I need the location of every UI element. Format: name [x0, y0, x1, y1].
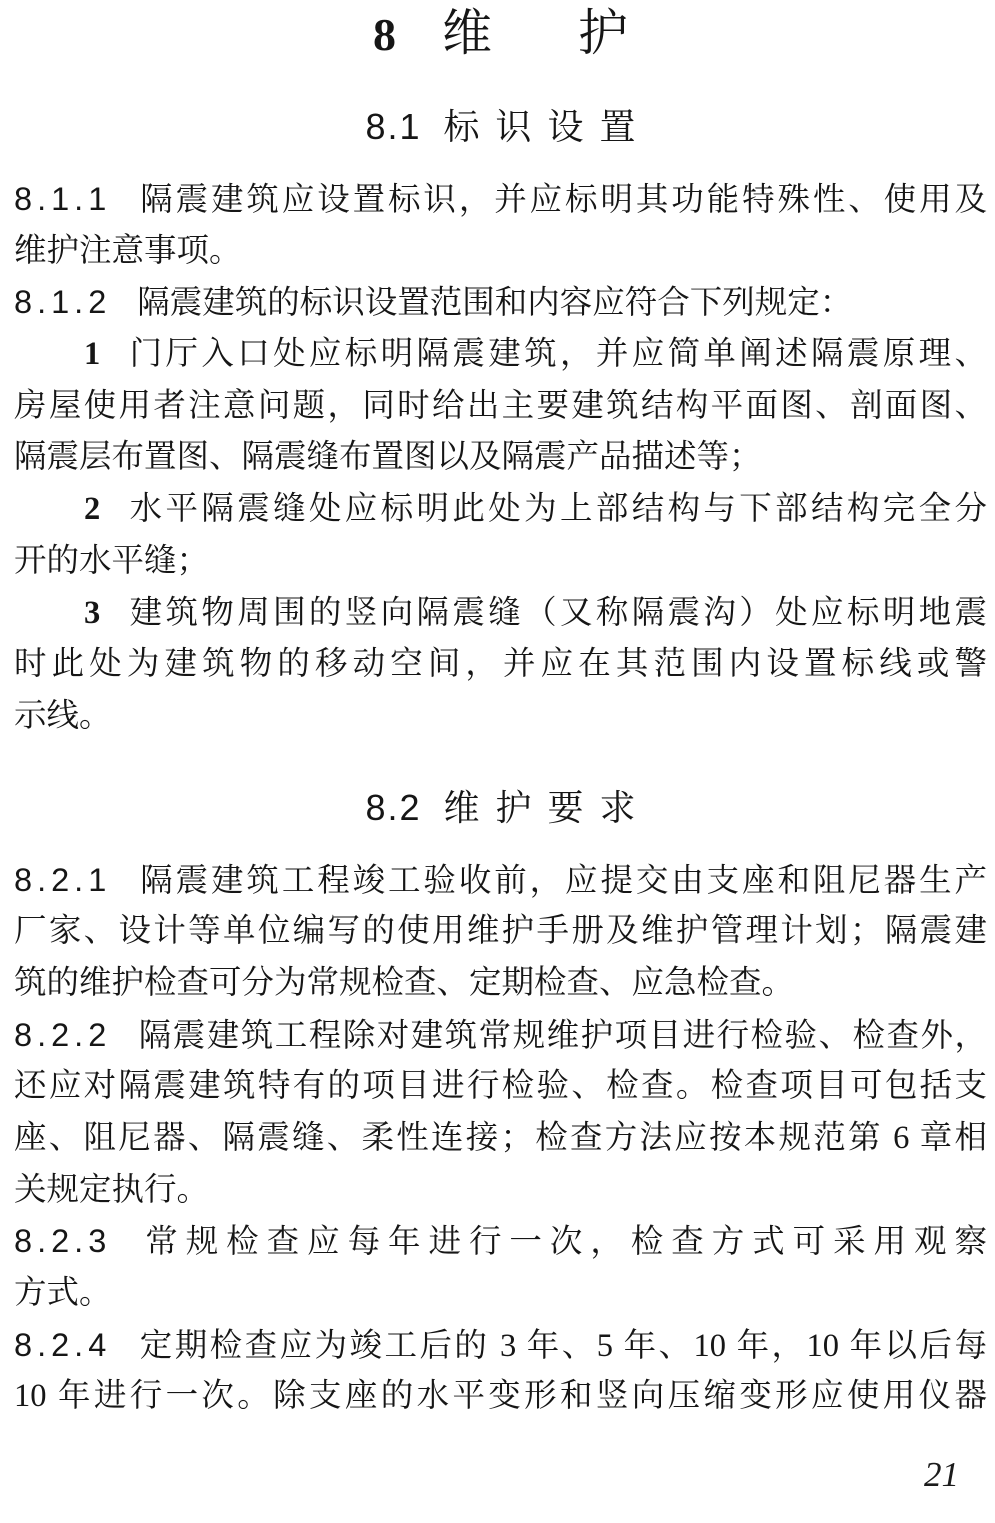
chapter-heading [14, 4, 987, 62]
line-text: 隔震建筑应设置标识，并应标明其功能特殊性、使用及 [137, 182, 987, 218]
text-line [14, 1371, 987, 1423]
clause-number: 8.1.2 [14, 284, 112, 321]
line-text: 隔震建筑的标识设置范围和内容应符合下列规定： [137, 285, 853, 322]
numbered-list-item [14, 329, 987, 484]
line-text: 隔震建筑工程竣工验收前，应提交由支座和阻尼器生产 [137, 862, 987, 899]
text-line [14, 536, 987, 588]
clause-number: 8.2.4 [14, 1326, 112, 1363]
text-line [14, 1320, 987, 1372]
item-number: 3 [84, 594, 101, 631]
line-text: 定期检查应为竣工后的 3 年、5 年、10 年，10 年以后每 [137, 1327, 987, 1364]
line-text: 10 年进行一次。除支座的水平变形和竖向压缩变形应使用仪器 [14, 1378, 987, 1415]
clause-number: 8.2.2 [14, 1016, 112, 1053]
text-line [14, 1216, 987, 1268]
document-body [14, 102, 987, 1423]
line-text: 隔震建筑工程除对建筑常规维护项目进行检验、检查外， [137, 1017, 987, 1054]
text-line [14, 855, 987, 907]
item-number: 1 [84, 336, 101, 373]
line-text: 维护注意事项。 [14, 232, 242, 269]
line-text: 座、阻尼器、隔震缝、柔性连接；检查方法应按本规范第 6 章相 [14, 1120, 987, 1156]
line-text: 关规定执行。 [14, 1171, 210, 1208]
chapter-number: 8 [373, 9, 396, 60]
line-text: 门厅入口处应标明隔震建筑，并应简单阐述隔震原理、 [126, 336, 987, 373]
clause-paragraph [14, 1010, 987, 1217]
line-text: 厂家、设计等单位编写的使用维护手册及维护管理计划；隔震建 [14, 913, 987, 950]
text-line [14, 691, 987, 743]
text-line [14, 1113, 987, 1165]
text-line [14, 174, 987, 226]
numbered-list-item [14, 588, 987, 743]
section-title: 标识设置 [443, 106, 652, 147]
clause-number: 8.1.1 [14, 181, 112, 217]
text-line [14, 1268, 987, 1320]
chapter-title: 维护 [442, 5, 714, 61]
clause-number: 8.2.1 [14, 861, 112, 898]
line-text: 方式。 [14, 1275, 112, 1312]
line-text: 隔震层布置图、隔震缝布置图以及隔震产品描述等； [14, 439, 762, 476]
text-line [14, 432, 987, 484]
text-line [14, 1010, 987, 1062]
clause-paragraph [14, 1320, 987, 1423]
text-line [14, 639, 987, 691]
text-line [14, 1165, 987, 1217]
text-line [14, 588, 987, 640]
text-line [14, 277, 987, 329]
text-line [14, 226, 987, 278]
text-line [14, 1061, 987, 1113]
text-line [14, 329, 987, 381]
line-text: 建筑物周围的竖向隔震缝（又称隔震沟）处应标明地震 [126, 594, 987, 631]
text-line [14, 381, 987, 433]
line-text: 还应对隔震建筑特有的项目进行检验、检查。检查项目可包括支 [14, 1068, 987, 1105]
clause-paragraph [14, 277, 987, 329]
line-text: 时此处为建筑物的移动空间，并应在其范围内设置标线或警 [14, 646, 987, 683]
section-heading [14, 102, 987, 152]
line-text: 示线。 [14, 697, 112, 734]
line-text: 筑的维护检查可分为常规检查、定期检查、应急检查。 [14, 964, 795, 1001]
clause-paragraph [14, 1216, 987, 1319]
clause-paragraph [14, 855, 987, 1010]
text-line [14, 958, 987, 1010]
text-line [14, 484, 987, 536]
clause-paragraph [14, 174, 987, 277]
line-text: 常规检查应每年进行一次，检查方式可采用观察 [137, 1224, 987, 1261]
item-number: 2 [84, 491, 101, 528]
section-number: 8.1 [365, 106, 422, 147]
section-title: 维护要求 [443, 786, 652, 828]
line-text: 开的水平缝； [14, 542, 210, 579]
section-heading [14, 783, 987, 833]
line-text: 水平隔震缝处应标明此处为上部结构与下部结构完全分 [126, 491, 987, 528]
numbered-list-item [14, 484, 987, 587]
clause-number: 8.2.3 [14, 1223, 112, 1260]
line-text: 房屋使用者注意问题，同时给出主要建筑结构平面图、剖面图、 [14, 387, 987, 424]
text-line [14, 906, 987, 958]
section-number: 8.2 [365, 786, 422, 828]
page-number: 21 [924, 1455, 959, 1494]
